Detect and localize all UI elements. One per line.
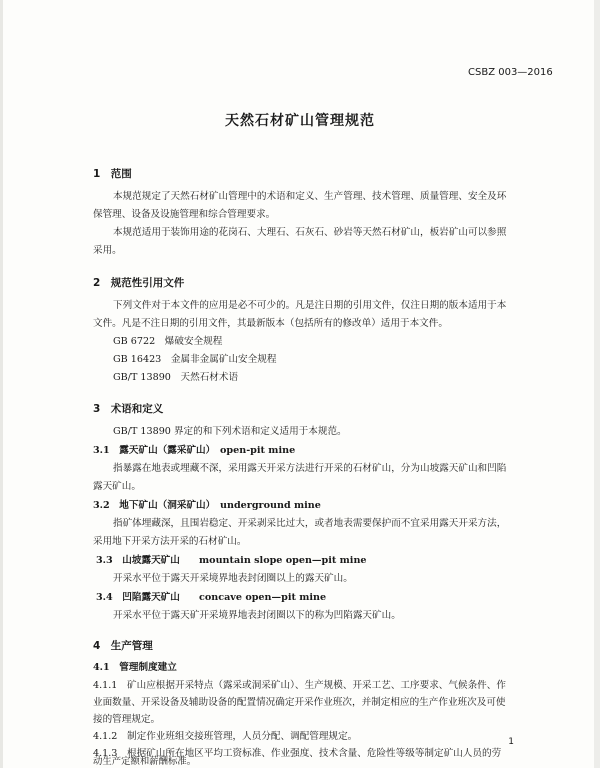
term-3-2-definition: 采用地下开采方法开采的石材矿山。 — [93, 536, 247, 547]
section-2-line: 文件。凡是不注日期的引用文件，其最新版本（包括所有的修改单）适用于本文件。 — [93, 318, 448, 329]
page-number: 1 — [508, 737, 514, 747]
subsection-4-1-heading: 4.1 管理制度建立 — [93, 662, 177, 673]
clause-4-1-1: 业面数量、开采设备及辅助设备的配置情况确定开采作业班次，并制定相应的生产作业班次及可使 — [93, 697, 506, 708]
clause-4-1-2: 4.1.2 制定作业班组交接班管理，人员分配、调配管理规定。 — [93, 731, 358, 742]
standard-code: CSBZ 003—2016 — [468, 67, 553, 78]
section-1-line: 本规范规定了天然石材矿山管理中的术语和定义、生产管理、技术管理、质量管理、安全及环 — [113, 191, 507, 202]
section-4-heading: 4 生产管理 — [93, 640, 153, 652]
term-3-4-definition: 开采水平位于露天矿开采境界地表封闭圈以下的称为凹陷露天矿山。 — [113, 610, 401, 621]
section-1-line: 采用。 — [93, 245, 122, 256]
section-1-line: 保管理、设备及设施管理和综合管理要求。 — [93, 209, 276, 220]
term-3-2-heading: 3.2 地下矿山（洞采矿山） underground mine — [93, 500, 321, 511]
term-3-1-definition: 指暴露在地表或埋藏不深，采用露天开采方法进行开采的石材矿山，分为山坡露天矿山和凹陷 — [113, 463, 507, 474]
section-3-heading: 3 术语和定义 — [93, 403, 164, 415]
term-3-3-definition: 开采水平位于露天开采境界地表封闭圈以上的露天矿山。 — [113, 573, 353, 584]
reference-item: GB 6722 爆破安全规程 — [113, 336, 223, 347]
section-2-line: 下列文件对于本文件的应用是必不可少的。凡是注日期的引用文件，仅注日期的版本适用于本 — [113, 300, 507, 311]
section-2-heading: 2 规范性引用文件 — [93, 277, 185, 289]
clause-4-1-3: 动生产定额和薪酬标准。 — [93, 756, 197, 767]
term-3-1-heading: 3.1 露天矿山（露采矿山） open-pit mine — [93, 445, 296, 456]
term-3-4-heading: 3.4 凹陷露天矿山 concave open—pit mine — [96, 592, 327, 603]
clause-4-1-1: 4.1.1 矿山应根据开采特点（露采或洞采矿山）、生产规模、开采工艺、工序要求、气候条件、作 — [93, 680, 506, 691]
term-3-1-definition: 露天矿山。 — [93, 481, 141, 492]
term-3-3-heading: 3.3 山坡露天矿山 mountain slope open—pit mine — [96, 555, 367, 566]
section-1-line: 本规范适用于装饰用途的花岗石、大理石、石灰石、砂岩等天然石材矿山，板岩矿山可以参照 — [113, 227, 507, 238]
clause-4-1-1: 接的管理规定。 — [93, 714, 161, 725]
reference-item: GB 16423 金属非金属矿山安全规程 — [113, 354, 277, 365]
document-title: 天然石材矿山管理规范 — [225, 113, 375, 129]
term-3-2-definition: 指矿体埋藏深，且围岩稳定、开采剥采比过大，或者地表需要保护而不宜采用露天开采方法， — [113, 518, 507, 529]
section-3-intro: GB/T 13890 界定的和下列术语和定义适用于本规范。 — [113, 426, 347, 437]
reference-item: GB/T 13890 天然石材术语 — [113, 372, 239, 383]
clause-4-1-3: 4.1.3 根据矿山所在地区平均工资标准、作业强度、技术含量、危险性等级等制定矿山人员的劳 — [93, 748, 502, 759]
section-1-heading: 1 范围 — [93, 168, 132, 180]
